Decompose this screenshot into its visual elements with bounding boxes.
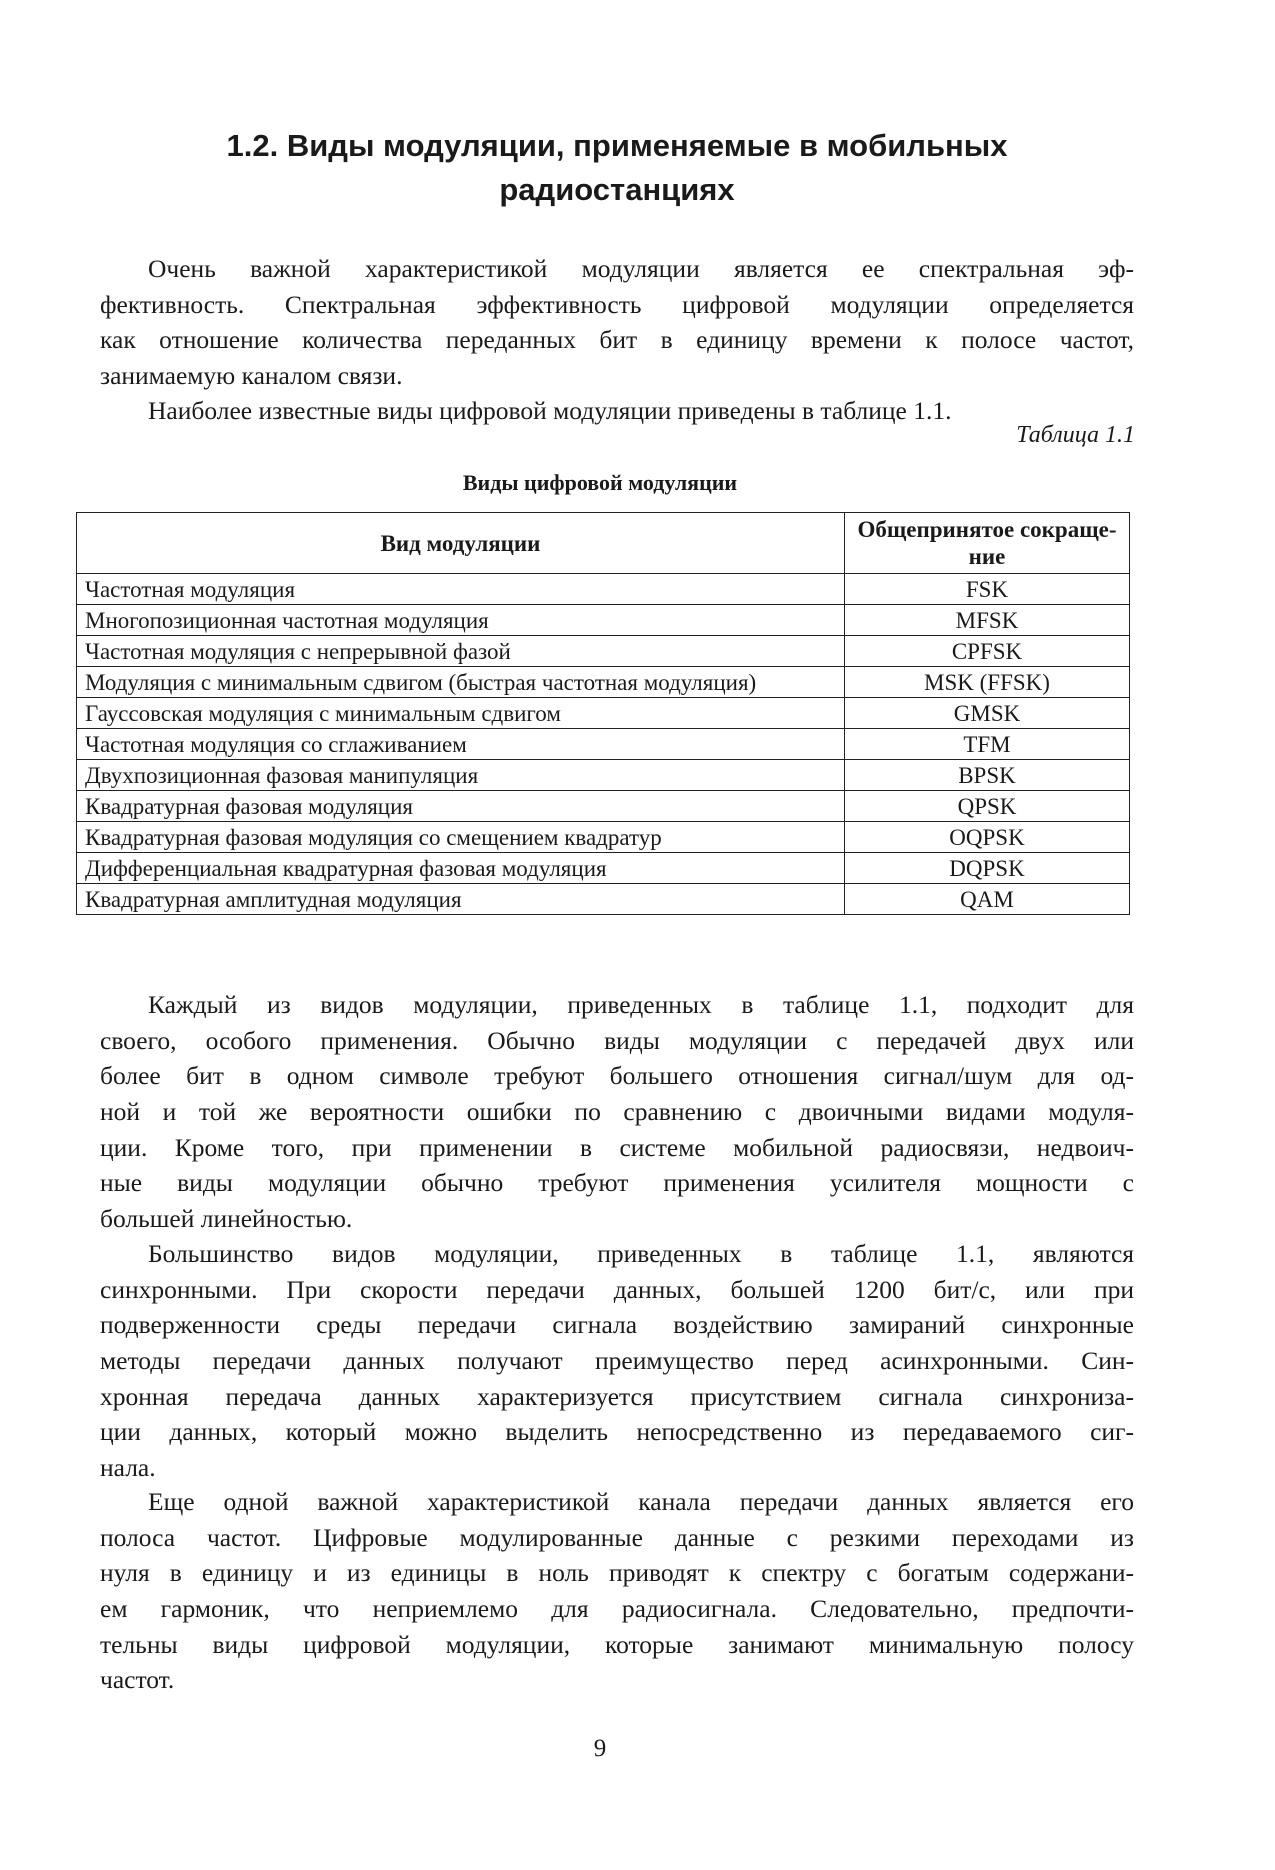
paragraph-5 <box>100 1484 1134 1698</box>
modulation-name-cell: Частотная модуляция с непрерывной фазой <box>77 636 845 667</box>
table-row <box>77 605 1130 636</box>
header-abbreviation: Общепринятое сокраще-ние <box>845 513 1130 574</box>
modulation-name-cell: Многопозиционная частотная модуляция <box>77 605 845 636</box>
paragraph-1 <box>100 251 1134 394</box>
abbreviation-cell: GMSK <box>845 698 1130 729</box>
table-row <box>77 729 1130 760</box>
modulation-name-cell: Частотная модуляция со сглаживанием <box>77 729 845 760</box>
table-row <box>77 698 1130 729</box>
abbreviation-cell: TFM <box>845 729 1130 760</box>
text-line: Еще одной важной характеристикой канала передачи данных является его <box>148 1487 1134 1516</box>
text-line: более бит в одном символе требуют большего отношения сигнал/шум для од- <box>100 1061 1134 1091</box>
modulation-name-cell: Квадратурная фазовая модуляция <box>77 791 845 822</box>
table-title: Виды цифровой модуляции <box>462 470 738 495</box>
text-line: ции данных, который можно выделить непосредственно из передаваемого сиг- <box>100 1417 1134 1447</box>
modulation-name-cell: Квадратурная амплитудная модуляция <box>77 884 845 915</box>
text-line: Каждый из видов модуляции, приведенных в таблице 1.1, подходит для <box>148 990 1134 1019</box>
text-line: как отношение количества переданных бит в единицу времени к полосе частот, <box>100 325 1134 355</box>
table-row <box>77 636 1130 667</box>
table-caption: Таблица 1.1 <box>1016 422 1135 448</box>
text-line: ные виды модуляции обычно требуют применения усилителя мощности с <box>100 1168 1134 1198</box>
abbreviation-cell: FSK <box>845 574 1130 605</box>
text-line: фективность. Спектральная эффективность цифровой модуляции определяется <box>100 289 1134 319</box>
text-line: методы передачи данных получают преимущество перед асинхронными. Син- <box>100 1346 1134 1376</box>
abbreviation-cell: MSK (FFSK) <box>845 667 1130 698</box>
text-line: полоса частот. Цифровые модулированные данные с резкими переходами из <box>100 1522 1134 1552</box>
modulation-name-cell: Модуляция с минимальным сдвигом (быстрая частотная модуляция) <box>77 667 845 698</box>
heading-line-1: 1.2. Виды модуляции, применяемые в мобильных <box>226 128 1008 163</box>
abbreviation-cell: DQPSK <box>845 853 1130 884</box>
text-line: тельны виды цифровой модуляции, которые занимают минимальную полосу <box>100 1629 1134 1659</box>
text-line: своего, особого применения. Обычно виды модуляции с передачей двух или <box>100 1025 1134 1055</box>
abbreviation-cell: OQPSK <box>845 822 1130 853</box>
modulation-name-cell: Квадратурная фазовая модуляция со смещением квадратур <box>77 822 845 853</box>
table-row <box>77 853 1130 884</box>
abbreviation-cell: MFSK <box>845 605 1130 636</box>
text-line: нала. <box>100 1453 156 1483</box>
text-line: занимаемую каналом связи. <box>100 361 403 391</box>
table-row <box>77 884 1130 915</box>
text-line: ной и той же вероятности ошибки по сравнению с двоичными видами модуля- <box>100 1097 1134 1127</box>
text-line: синхронными. При скорости передачи данных, большей 1200 бит/с, или при <box>100 1274 1134 1304</box>
text-line: ции. Кроме того, при применении в системе мобильной радиосвязи, недвоич- <box>100 1132 1134 1162</box>
abbreviation-cell: BPSK <box>845 760 1130 791</box>
modulation-name-cell: Гауссовская модуляция с минимальным сдвигом <box>77 698 845 729</box>
table-row <box>77 760 1130 791</box>
modulation-name-cell: Двухпозиционная фазовая манипуляция <box>77 760 845 791</box>
text-line: нуля в единицу и из единицы в ноль приводят к спектру с богатым содержани- <box>100 1558 1134 1588</box>
paragraph-2 <box>100 393 1134 429</box>
table-header-row <box>77 513 1130 574</box>
abbreviation-cell: QAM <box>845 884 1130 915</box>
text-line: частот. <box>100 1665 175 1695</box>
paragraph-3 <box>100 987 1134 1237</box>
table-row <box>77 791 1130 822</box>
table-row <box>77 822 1130 853</box>
header-modulation-type: Вид модуляции <box>77 513 845 574</box>
table-row <box>77 667 1130 698</box>
modulation-name-cell: Частотная модуляция <box>77 574 845 605</box>
text-line: Очень важной характеристикой модуляции является ее спектральная эф- <box>148 254 1134 283</box>
paragraph-4 <box>100 1236 1134 1486</box>
table-row <box>77 574 1130 605</box>
modulation-table <box>76 512 1130 915</box>
heading-line-2: радиостанциях <box>499 172 735 207</box>
text-line: ем гармоник, что неприемлемо для радиосигнала. Следовательно, предпочти- <box>100 1594 1134 1624</box>
abbreviation-cell: QPSK <box>845 791 1130 822</box>
abbreviation-cell: CPFSK <box>845 636 1130 667</box>
text-line: хронная передача данных характеризуется присутствием сигнала синхрониза- <box>100 1381 1134 1411</box>
text-line: Наиболее известные виды цифровой модуляции приведены в таблице 1.1. <box>148 396 952 425</box>
page-number: 9 <box>593 1735 607 1762</box>
text-line: большей линейностью. <box>100 1204 353 1234</box>
section-heading <box>100 124 1134 212</box>
text-line: подверженности среды передачи сигнала воздействию замираний синхронные <box>100 1310 1134 1340</box>
text-line: Большинство видов модуляции, приведенных в таблице 1.1, являются <box>148 1239 1134 1268</box>
modulation-name-cell: Дифференциальная квадратурная фазовая модуляция <box>77 853 845 884</box>
